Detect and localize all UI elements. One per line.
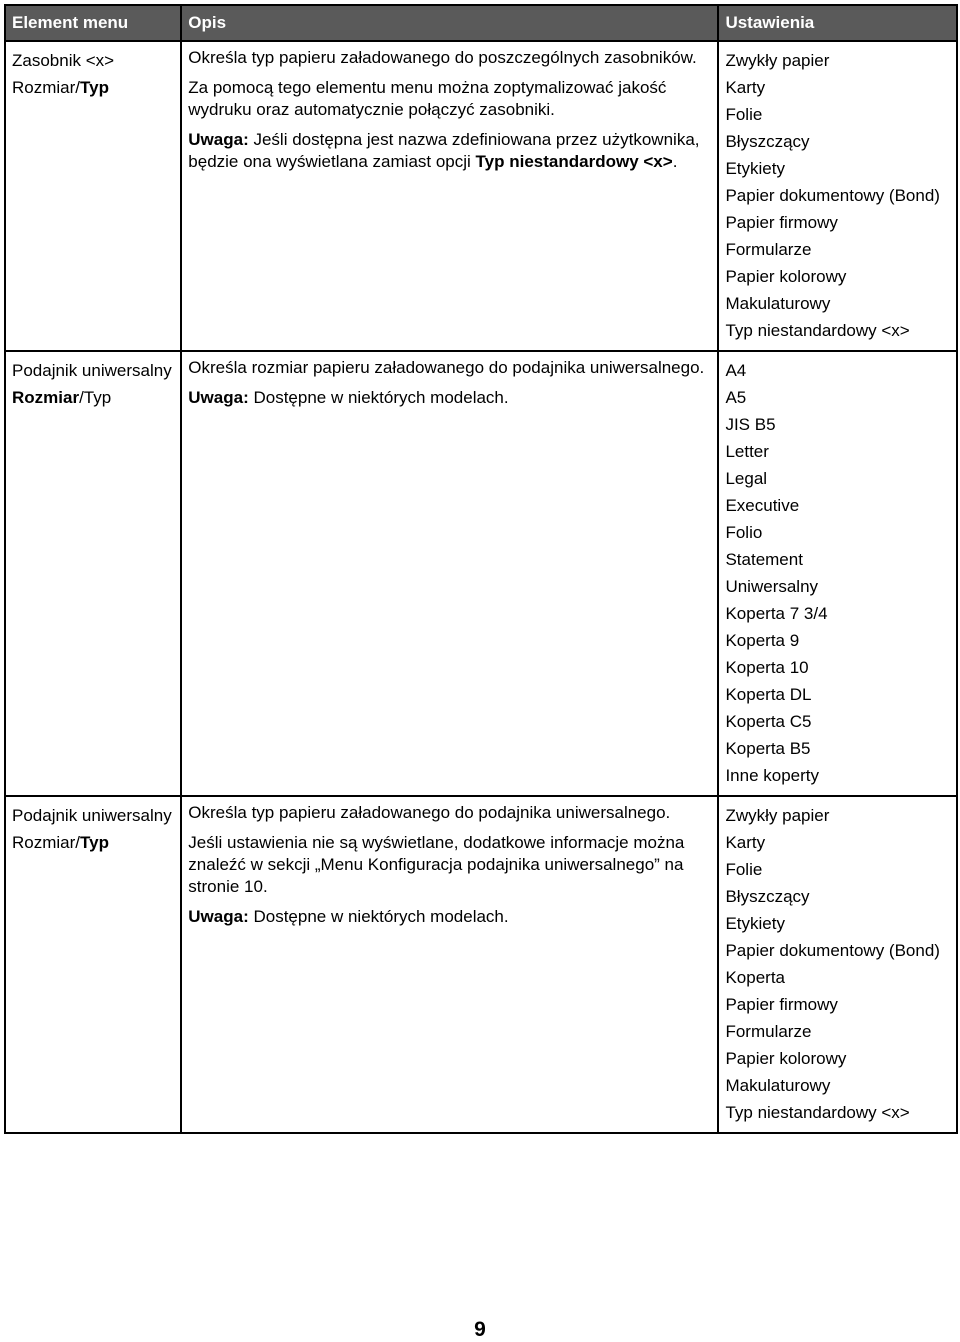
setting-option: Etykiety <box>725 159 785 178</box>
setting-option: Formularze <box>725 1022 812 1041</box>
setting-option: Papier firmowy <box>725 995 838 1014</box>
menu-settings-table <box>4 4 958 1134</box>
description-paragraph: Określa rozmiar papieru załadowanego do podajnika uniwersalnego. <box>188 358 705 377</box>
setting-option: Koperta C5 <box>725 712 812 731</box>
menu-element-name: Zasobnik <x> <box>12 51 115 70</box>
setting-option: Koperta <box>725 968 785 987</box>
setting-option: Letter <box>725 442 769 461</box>
setting-option: Executive <box>725 496 800 515</box>
setting-option: Typ niestandardowy <x> <box>725 321 910 340</box>
note-label: Uwaga: <box>188 388 249 407</box>
description-paragraph: Określa typ papieru załadowanego do podajnika uniwersalnego. <box>188 803 671 822</box>
setting-option: Papier dokumentowy (Bond) <box>725 186 940 205</box>
description-paragraph: Za pomocą tego elementu menu można zoptymalizować jakość wydruku oraz automatycznie połączyć zasobniki. <box>188 78 667 119</box>
note-label: Uwaga: <box>188 130 249 149</box>
setting-option: Papier firmowy <box>725 213 838 232</box>
description-note: Uwaga: Jeśli dostępna jest nazwa zdefiniowana przez użytkownika, będzie ona wyświetlana zamiast opcji Typ niestandardowy <x>. <box>188 130 700 171</box>
setting-option: Inne koperty <box>725 766 820 785</box>
bold-term: Typ <box>80 833 109 852</box>
menu-element-subname: Rozmiar/Typ <box>12 388 112 407</box>
menu-element-subname: Rozmiar/Typ <box>12 78 109 97</box>
setting-option: Makulaturowy <box>725 1076 831 1095</box>
table-header-row <box>5 5 957 41</box>
setting-option: A4 <box>725 361 747 380</box>
setting-option: Błyszczący <box>725 887 810 906</box>
setting-option: Błyszczący <box>725 132 810 151</box>
setting-option: Koperta 9 <box>725 631 800 650</box>
setting-option: Karty <box>725 78 766 97</box>
setting-option: JIS B5 <box>725 415 776 434</box>
setting-option: Formularze <box>725 240 812 259</box>
setting-option: Koperta DL <box>725 685 812 704</box>
setting-option: Folio <box>725 523 763 542</box>
table-row <box>5 796 957 1133</box>
menu-element-cell <box>5 796 181 1133</box>
description-cell <box>181 41 718 351</box>
menu-element-name: Podajnik uniwersalny <box>12 806 172 825</box>
note-label: Uwaga: <box>188 907 249 926</box>
setting-option: Karty <box>725 833 766 852</box>
menu-element-cell <box>5 41 181 351</box>
settings-cell <box>718 796 957 1133</box>
settings-cell <box>718 351 957 796</box>
description-note: Uwaga: Dostępne w niektórych modelach. <box>188 907 509 926</box>
page-number: 9 <box>474 1318 486 1341</box>
setting-option: Folie <box>725 105 763 124</box>
table-row <box>5 41 957 351</box>
setting-option: Zwykły papier <box>725 51 830 70</box>
description-paragraph: Jeśli ustawienia nie są wyświetlane, dodatkowe informacje można znaleźć w sekcji „Menu Konfiguracja podajnika uniwersalnego” na stronie 10. <box>188 833 685 896</box>
bold-term: Rozmiar <box>12 388 80 407</box>
settings-cell <box>718 41 957 351</box>
setting-option: Legal <box>725 469 768 488</box>
setting-option: Makulaturowy <box>725 294 831 313</box>
menu-element-subname: Rozmiar/Typ <box>12 833 109 852</box>
header-element-menu: Element menu <box>5 5 181 41</box>
description-note: Uwaga: Dostępne w niektórych modelach. <box>188 388 509 407</box>
menu-element-name: Podajnik uniwersalny <box>12 361 172 380</box>
setting-option: Koperta 7 3/4 <box>725 604 828 623</box>
setting-option: Folie <box>725 860 763 879</box>
setting-option: Koperta 10 <box>725 658 809 677</box>
description-cell <box>181 351 718 796</box>
bold-term: Typ <box>80 78 109 97</box>
setting-option: Etykiety <box>725 914 785 933</box>
setting-option: Zwykły papier <box>725 806 830 825</box>
setting-option: Typ niestandardowy <x> <box>725 1103 910 1122</box>
setting-option: Papier kolorowy <box>725 1049 847 1068</box>
setting-option: Uniwersalny <box>725 577 819 596</box>
setting-option: Statement <box>725 550 803 569</box>
setting-option: A5 <box>725 388 747 407</box>
description-cell <box>181 796 718 1133</box>
menu-element-cell <box>5 351 181 796</box>
setting-option: Papier kolorowy <box>725 267 847 286</box>
table-row <box>5 351 957 796</box>
header-description: Opis <box>181 5 718 41</box>
description-paragraph: Określa typ papieru załadowanego do poszczególnych zasobników. <box>188 48 697 67</box>
setting-option: Papier dokumentowy (Bond) <box>725 941 940 960</box>
setting-option: Koperta B5 <box>725 739 811 758</box>
header-settings: Ustawienia <box>718 5 957 41</box>
bold-term: Typ niestandardowy <x> <box>475 152 673 171</box>
